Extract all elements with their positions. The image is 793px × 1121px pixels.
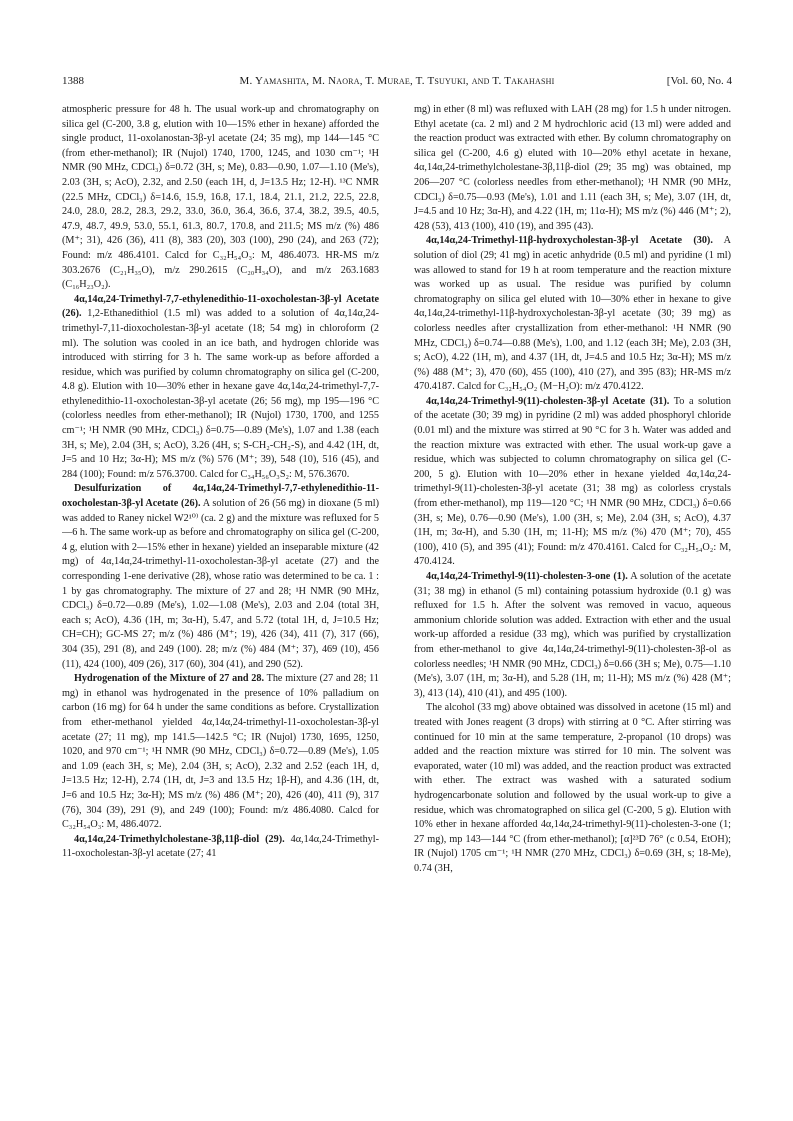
paragraph: atmospheric pressure for 48 h. The usual work-up and chromatography on silica gel (C-200, 3.8 g, elution with 10—15% ether in hexane) afforded the single product, 11-oxolanostan-3β-yl acetate (24; 35 mg), mp 144—145 °C (from ether-methanol); IR (Nujol) 1740, 1700, 1245, and 1030 cm⁻¹; ¹H NMR (90 MHz, CDCl₃) δ=0.72 (3H, s; Me), 0.83—0.90, 1.07—1.10 (Me's), 2.03 (3H, s; AcO), 2.32, and 2.50 (each 1H, d, J=13.5 Hz; 12-H). ¹³C NMR (22.5 MHz, CDCl₃) δ=14.6, 15.9, 16.8, 17.1, 18.4, 21.1, 21.2, 22.5, 22.8, 24.0, 28.0, 28.2, 28.3, 29.2, 33.0, 36.0, 36.4, 36.6, 37.4, 38.2, 39.5, 40.5, 47.9, 48.7, 49.9, 53.0, 55.1, 61.3, 80.7, 170.8, and 211.5; MS m/z (%) 486 (M⁺; 31), 426 (36), 411 (8), 383 (20), 303 (100), 290 (24), and 263 (72); Found: m/z 486.4101. Calcd for C₃₂H₅₄O₃: M, 486.4073. HR-MS m/z 303.2676 (C₂₁H₃₅O), m/z 290.2615 (C₂₀H₃₄O), and m/z 263.1683 (C₁₆H₂₃O₂). <box>62 104 379 291</box>
running-header <box>62 72 732 90</box>
section-heading: 4α,14α,24-Trimethyl-11β-hydroxycholestan-3β-yl Acetate (30). <box>426 235 713 247</box>
section-heading: Desulfurization of 4α,14α,24-Trimethyl-7,7-ethylenedithio-11-oxocholestan-3β-yl Acetate (26). <box>62 483 379 510</box>
volume-info: [Vol. 60, No. 4 <box>666 75 732 87</box>
paragraph: mg) in ether (8 ml) was refluxed with LAH (28 mg) for 1.5 h under nitrogen. Ethyl acetate (ca. 2 ml) and 2 M hydrochloric acid (13 ml) were added and the reaction product was extracted with ether. By column chromatography on silica gel (C-200, 4.6 g) eluted with 10—20% ethyl acetate in hexane, 4α,14α,24-trimethylcholestane-3β,11β-diol (29; 35 mg) was obtained, mp 206—207 °C (colorless needles from ether-methanol); ¹H NMR (90 MHz, CDCl₃) δ=0.75—0.93 (Me's), 1.01 and 1.11 (each 3H, s; Me), 3.07 (1H, dt, J=4.5 and 10 Hz; 3α-H), and 4.22 (1H, m; 11α-H); MS m/z (%) 446 (M⁺; 2), 428 (53), 413 (100), 410 (19), and 395 (43). <box>414 104 731 232</box>
section-heading: 4α,14α,24-Trimethylcholestane-3β,11β-diol (29). <box>74 833 285 845</box>
paragraph: 4α,14α,24-Trimethyl-9(11)-cholesten-3β-yl Acetate (31). To a solution of the acetate (30; 39 mg) in pyridine (2 ml) was added phosphoryl chloride (0.01 ml) and the mixture was stirred at 90 °C for 3 h. Water was added and the reaction mixture was extracted with ether. The usual work-up gave a residue, which was subjected to column chromatography on silica gel (C-200, 5 g). Elution with 10—20% ether in hexane yielded 4α,14α,24-trimethyl-9(11)-cholesten-3β-yl acetate (31; 38 mg) as colorless crystals (from ether-methanol), mp 119—120 °C; ¹H NMR (90 MHz, CDCl₃) δ=0.66 (3H, s; Me), 0.76—0.90 (Me's), 1.00 (3H, s; Me), 2.04 (3H, s; AcO), 4.37 (1H, m; 3α-H), and 5.30 (1H, m; 11-H); MS m/z (%) 470 (M⁺; 70), 455 (100), 410 (5), and 395 (41); Found: m/z 470.4161. Calcd for C₃₂H₅₄O₂: M, 470.4124. <box>414 395 731 568</box>
left-column <box>62 103 379 1103</box>
paragraph: 4α,14α,24-Trimethyl-9(11)-cholesten-3-one (1). A solution of the acetate (31; 38 mg) in ethanol (5 ml) containing potassium hydroxide (0.1 g) was refluxed for 1.5 h. After the solvent was removed in vacuo, aqueous ammonium chloride solution was added. Extraction with ether and the usual work-up afforded a residue (33 mg), which was purified by crystallization from ether-methanol to give 4α,14α,24-trimethyl-9(11)-cholesten-3β-ol as colorless needles; ¹H NMR (90 MHz, CDCl₃) δ=0.66 (3H s; Me), 0.75—1.10 (Me's), 3.07 (1H, m; 3α-H), and 5.28 (1H, m; 11-H); MS m/z (%) 428 (M⁺; 3), 413 (14), 410 (41), and 495 (100). <box>414 571 731 699</box>
paragraph: The alcohol (33 mg) above obtained was dissolved in acetone (15 ml) and treated with Jones reagent (3 drops) with stirring at 0 °C. After stirring was continued for 10 min at the same temperature, 2-propanol (10 drops) was added and the reaction mixture was stirred for 10 min. The solvent was evaporated, water (10 ml) was added, and the reaction product was extracted with ether. The extract was washed with a saturated sodium hydrogencarbonate solution and followed by the usual work-up to give a residue, which was chromatographed on silica gel (C-200, 5 g). Elution with 10% ether in hexane afforded 4α,14α,24-trimethyl-9(11)-cholesten-3-one (1; 27 mg), mp 143—144 °C (from ether-methanol); [α]²³D 76° (c 0.54, EtOH); IR (Nujol) 1705 cm⁻¹; ¹H NMR (270 MHz, CDCl₃) δ=0.69 (3H, s; 18-Me), 0.74 (3H, <box>414 702 731 874</box>
section-heading: 4α,14α,24-Trimethyl-9(11)-cholesten-3β-yl Acetate (31). <box>426 395 670 407</box>
paragraph: 4α,14α,24-Trimethyl-7,7-ethylenedithio-11-oxocholestan-3β-yl Acetate (26). 1,2-Ethanedithiol (1.5 ml) was added to a solution of 4α,14α,24-trimethyl-7,11-dioxocholestan-3β-yl acetate (18; 54 mg) in chloroform (2 ml). The solution was cooled in an ice bath, and hydrogen chloride was introduced with stirring for 3 h. The same work-up as before afforded a residue, which was purified by column chromatography on silica gel (C-200, 4.8 g). Elution with 10—30% ether in hexane gave 4α,14α,24-trimethyl-7,7-ethylenedithio-11-oxocholestan-3β-yl acetate (26; 56 mg), mp 195—196 °C (colorless needles from ether-methanol); IR (Nujol) 1730, 1700, and 1255 cm⁻¹; ¹H NMR (90 MHz, CDCl₃) δ=0.75—0.89 (Me's), 1.07 and 1.38 (each 3H, s; Me), 2.04 (3H, s; AcO), 3.26 (4H, s; S-CH₂-CH₂-S), and 4.42 (1H, dt, J=5 and 10 Hz; 3α-H); MS m/z (%) 576 (M⁺; 39), 548 (10), 516 (45), and 284 (100); Found: m/z 576.3700. Calcd for C₃₄H₅₆O₃S₂: M, 576.3670. <box>62 293 379 480</box>
section-heading: 4α,14α,24-Trimethyl-9(11)-cholesten-3-one (1). <box>426 571 628 582</box>
page-number: 1388 <box>62 75 84 87</box>
paragraph: 4α,14α,24-Trimethylcholestane-3β,11β-diol (29). 4α,14α,24-Trimethyl-11-oxocholestan-3β-yl acetate (27; 41 <box>62 833 379 860</box>
paragraph: Desulfurization of 4α,14α,24-Trimethyl-7,7-ethylenedithio-11-oxocholestan-3β-yl Acetate (26). A solution of 26 (56 mg) in dioxane (5 ml) was added to Raney nickel W2¹⁰⁾ (ca. 2 g) and the mixture was refluxed for 5—6 h. The same work-up as before and chromatography on silica gel (C-200, 4 g, elution with 2—15% ether in hexane) yielded an inseparable mixture (42 mg) of 4α,14α,24-trimethyl-11-oxocholestan-3β-yl acetate (27) and the corresponding 1-ene derivative (28), whose ratio was determined to be ca. 1 : 1 by gas chromatography. The mixture of 27 and 28; ¹H NMR (90 MHz, CDCl₃) δ=0.72—0.89 (Me's), 1.02—1.08 (Me's), 2.03 and 2.04 (total 3H, each s; AcO), 4.36 (1H, m; 3α-H), 5.47, and 5.72 (total 1H, d, J=10.5 Hz; CH=CH); GC-MS 27; m/z (%) 486 (M⁺; 19), 426 (34), 411 (7), 317 (66), 304 (35), 291 (8), and 249 (100). 28; m/z (%) 484 (M⁺; 37), 469 (10), 456 (11), 424 (100), 409 (26), 317 (60), 304 (41), and 290 (52). <box>62 483 379 670</box>
paragraph: 4α,14α,24-Trimethyl-11β-hydroxycholestan-3β-yl Acetate (30). A solution of diol (29; 41 mg) in acetic anhydride (0.5 ml) and pyridine (1 ml) was allowed to stand for 19 h at room temperature and the reaction mixture was worked up as usual. The residue was purified by column chromatography on silica gel eluted with 10—30% ether in hexane to give 4α,14α,24-trimethyl-11β-hydroxycholestan-3β-yl acetate (30; 39 mg) as colorless needles after crystallization from ether-methanol: ¹H NMR (90 MHz, CDCl₃) δ=0.74—0.88 (Me's), 1.00, and 1.12 (each 3H; Me), 2.03 (3H, s; AcO), 4.22 (1H, m), and 4.37 (1H, dt, J=4.5 and 10.5 Hz; 3α-H); MS m/z (%) 488 (M⁺; 3), 470 (60), 455 (100), 410 (27), and 395 (83); HR-MS m/z 470.4187. Calcd for C₃₂H₅₄O₂ (M−H₂O): m/z 470.4122. <box>414 235 731 393</box>
section-heading: 4α,14α,24-Trimethyl-7,7-ethylenedithio-11-oxocholestan-3β-yl Acetate (26). <box>62 293 379 320</box>
author-line: M. Yamashita, M. Naora, T. Murae, T. Tsuyuki, and T. Takahashi <box>239 75 555 87</box>
right-column <box>414 103 731 1103</box>
paragraph: Hydrogenation of the Mixture of 27 and 28. The mixture (27 and 28; 11 mg) in ethanol was hydrogenated in the presence of 10% palladium on carbon (16 mg) for 64 h under the same conditions as before. Crystallization from ether-methanol yielded 4α,14α,24-trimethyl-11-oxocholestan-3β-yl acetate (27; 11 mg), mp 141.5—142.5 °C; IR (Nujol) 1730, 1695, 1250, 1020, and 970 cm⁻¹; ¹H NMR (90 MHz, CDCl₃) δ=0.72—0.89 (Me's), 1.05 and 1.09 (each 3H, s; Me), 2.04 (3H, s; AcO), 2.32 and 2.52 (each 1H, d, J=13.5 Hz; 12-H), 2.74 (1H, dt, J=3 and 13.5 Hz; 1β-H), and 4.36 (1H, dt, J=6 and 10.5 Hz; 3α-H); MS m/z (%) 486 (M⁺; 20), 426 (40), 411 (9), 317 (76), 304 (39), 291 (9), and 249 (100); Found: m/z 486.4080. Calcd for C₃₂H₅₄O₃: M, 486.4072. <box>62 673 379 831</box>
section-heading: Hydrogenation of the Mixture of 27 and 28. <box>74 673 265 685</box>
